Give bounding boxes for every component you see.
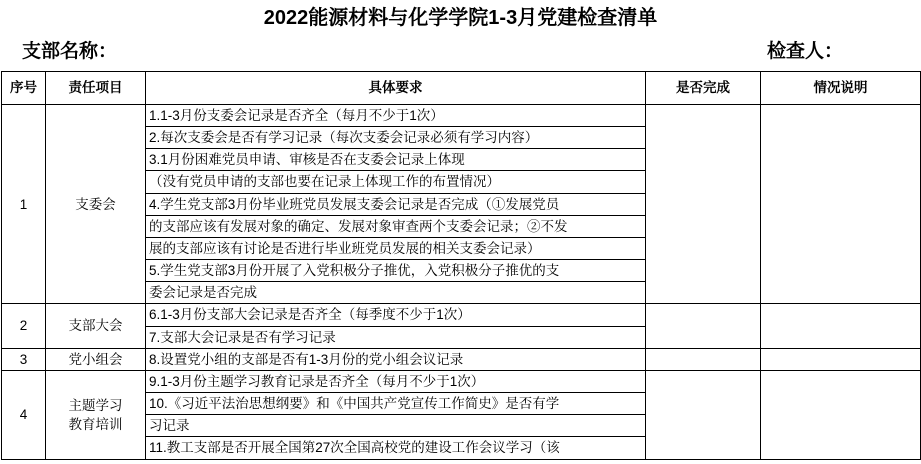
cell-seq: 4 — [2, 370, 46, 459]
column-header-seq: 序号 — [2, 72, 46, 105]
table-row — [2, 304, 921, 326]
cell-requirement: 9.1-3月份主题学习教育记录是否齐全（每月不少于1次） — [146, 370, 646, 392]
branch-name-label: 支部名称： — [22, 41, 118, 62]
cell-requirement: 10.《习近平法治思想纲要》和《中国共产党宣传工作简史》是否有学 — [146, 393, 646, 415]
cell-requirement: 习记录 — [146, 415, 646, 437]
cell-requirement: 2.每次支委会是否有学习记录（每次支委会记录必须有学习内容） — [146, 127, 646, 149]
cell-note[interactable] — [761, 304, 921, 348]
page-title: 2022能源材料与化学学院1-3月党建检查清单 — [263, 7, 658, 29]
cell-note[interactable] — [761, 370, 921, 459]
cell-department: 支委会 — [46, 105, 146, 304]
cell-requirement: 11.教工支部是否开展全国第27次全国高校党的建设工作会议学习（该 — [146, 437, 646, 459]
checklist-table — [1, 71, 921, 460]
subheader — [0, 36, 921, 71]
cell-seq: 2 — [2, 304, 46, 348]
cell-department: 主题学习 教育培训 — [46, 370, 146, 459]
cell-requirement: 5.学生党支部3月份开展了入党积极分子推优，入党积极分子推优的支 — [146, 260, 646, 282]
cell-department: 支部大会 — [46, 304, 146, 348]
table-row — [2, 105, 921, 127]
table-row — [2, 370, 921, 392]
cell-requirement: 3.1月份困难党员申请、审核是否在支委会记录上体现 — [146, 149, 646, 171]
cell-done[interactable] — [646, 304, 761, 348]
cell-seq: 3 — [2, 348, 46, 370]
cell-requirement: （没有党员申请的支部也要在记录上体现工作的布置情况） — [146, 171, 646, 193]
cell-requirement: 1.1-3月份支委会记录是否齐全（每月不少于1次） — [146, 105, 646, 127]
column-header-dept: 责任项目 — [46, 72, 146, 105]
column-header-note: 情况说明 — [761, 72, 921, 105]
cell-requirement: 6.1-3月份支部大会记录是否齐全（每季度不少于1次） — [146, 304, 646, 326]
inspector-label: 检查人： — [766, 41, 843, 62]
cell-requirement: 7.支部大会记录是否有学习记录 — [146, 326, 646, 348]
cell-note[interactable] — [761, 348, 921, 370]
cell-requirement: 4.学生党支部3月份毕业班党员发展支委会记录是否完成（①发展党员 — [146, 193, 646, 215]
cell-requirement: 的支部应该有发展对象的确定、发展对象审查两个支委会记录；②不发 — [146, 215, 646, 237]
column-header-requirements: 具体要求 — [146, 72, 646, 105]
cell-done[interactable] — [646, 348, 761, 370]
cell-note[interactable] — [761, 105, 921, 304]
cell-department: 党小组会 — [46, 348, 146, 370]
cell-requirement: 8.设置党小组的支部是否有1-3月份的党小组会议记录 — [146, 348, 646, 370]
table-header-row — [2, 72, 921, 105]
cell-done[interactable] — [646, 370, 761, 459]
cell-requirement: 委会记录是否完成 — [146, 282, 646, 304]
table-header — [2, 72, 921, 105]
column-header-done: 是否完成 — [646, 72, 761, 105]
cell-requirement: 展的支部应该有讨论是否进行毕业班党员发展的相关支委会记录） — [146, 237, 646, 259]
cell-done[interactable] — [646, 105, 761, 304]
table-row — [2, 348, 921, 370]
cell-seq: 1 — [2, 105, 46, 304]
table-body — [2, 105, 921, 460]
